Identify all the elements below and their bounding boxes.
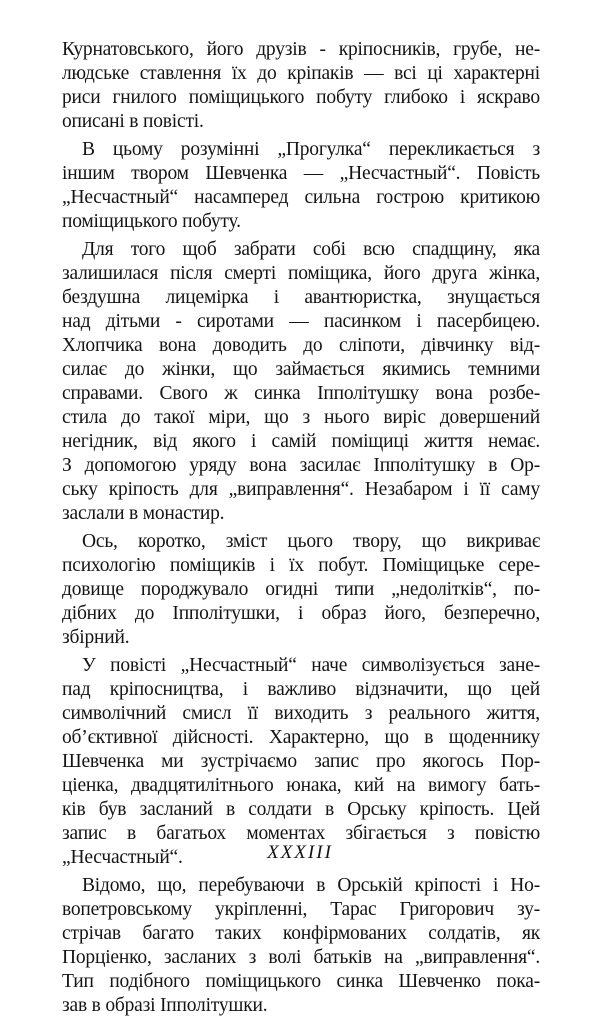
text-line: Порціенко, засланих з волі батьків на „виправлення“.: [62, 947, 540, 968]
text-line: „Несчастный“ насамперед сильна гострою критикою: [62, 187, 540, 208]
text-line: поміщицького побуту.: [62, 211, 241, 232]
paragraph-3: [62, 238, 540, 526]
text-line: людське ставлення їх до кріпаків — всі ці характерні: [62, 63, 540, 84]
text-line: залишилася після смерті поміщика, його друга жінка,: [62, 263, 540, 284]
paragraph-4: [62, 530, 540, 650]
text-line: справами. Свого ж синка Іпполітушку вона розбе-: [62, 383, 540, 404]
text-line: Відомо, що, перебуваючи в Орській кріпості і Но-: [82, 875, 540, 896]
text-line: збірний.: [62, 627, 130, 648]
text-line: силає до жінки, що займається якимись темними: [62, 359, 540, 380]
text-line: психологію поміщиків і їх побут. Поміщицьке сере-: [62, 555, 540, 576]
text-line: Ось, коротко, зміст цього твору, що викриває: [82, 531, 540, 552]
text-line: зав в образі Іпполітушки.: [62, 995, 268, 1016]
page-number: XXXIII: [267, 842, 333, 863]
text-line: символічний смисл її виходить з реального життя,: [62, 703, 540, 724]
text-line: В цьому розумінні „Прогулка“ перекликається з: [82, 139, 540, 160]
text-line: іншим твором Шевченка — „Несчастный“. Повість: [62, 163, 540, 184]
text-line: Тип подібного поміщицького синка Шевченко пока-: [62, 971, 540, 992]
text-line: стила до такої міри, що з нього виріс довершений: [62, 407, 540, 428]
text-line: З допомогою уряду вона засилає Іпполітушку в Ор-: [62, 455, 540, 476]
text-line: описані в повісті.: [62, 111, 204, 132]
text-line: довище породжувало огидні типи „недоліткiв“, по-: [62, 579, 540, 600]
text-line: Курнатовського, його друзів - кріпосників, грубе, не-: [62, 39, 540, 60]
paragraph-5: [62, 654, 540, 870]
paragraph-1: [62, 38, 540, 134]
text-line: Для того щоб забрати собі всю спадщину, яка: [82, 239, 540, 260]
text-line: пад кріпосництва, і важливо відзначити, що цей: [62, 679, 540, 700]
text-line: „Несчастный“.: [62, 847, 183, 868]
text-line: У повісті „Несчастный“ наче символізується занe-: [82, 655, 540, 676]
paragraph-6: [62, 874, 540, 1018]
text-line: вопетровському укріпленні, Тарас Григорович зу-: [62, 899, 540, 920]
text-line: Хлопчика вона доводить до сліпоти, дівчинку від-: [62, 335, 540, 356]
text-line: заслали в монастир.: [62, 503, 225, 524]
text-line: ську кріпость для „виправлення“. Незабаром і її саму: [62, 479, 540, 500]
text-line: бездушна лицемірка і авантюристка, знущається: [62, 287, 540, 308]
text-line: дібних до Іпполітушки, і образ його, безперечно,: [62, 603, 540, 624]
text-line: запис в багатьох моментах збігається з повістю: [62, 823, 540, 844]
text-line: об’єктивної дійсності. Характерно, що в щоденнику: [62, 727, 540, 748]
paragraph-2: [62, 138, 540, 234]
text-line: риси гнилого поміщицького побуту глибоко і яскраво: [62, 87, 540, 108]
text-line: ціенка, двадцятилітнього юнака, кий на вимогу бать-: [62, 775, 540, 796]
text-line: ків був засланий в солдати в Орську кріпость. Цей: [62, 799, 540, 820]
text-line: над дітьми - сиротами — пасинком і пасербицею.: [62, 311, 540, 332]
text-line: негідник, від якого і самій поміщиці життя немає.: [62, 431, 540, 452]
body-text: [62, 38, 540, 1022]
text-line: Шевченка ми зустрічаємо запис про якогось Пор-: [62, 751, 540, 772]
text-line: стрічав багато таких конфірмованих солдатів, як: [62, 923, 540, 944]
